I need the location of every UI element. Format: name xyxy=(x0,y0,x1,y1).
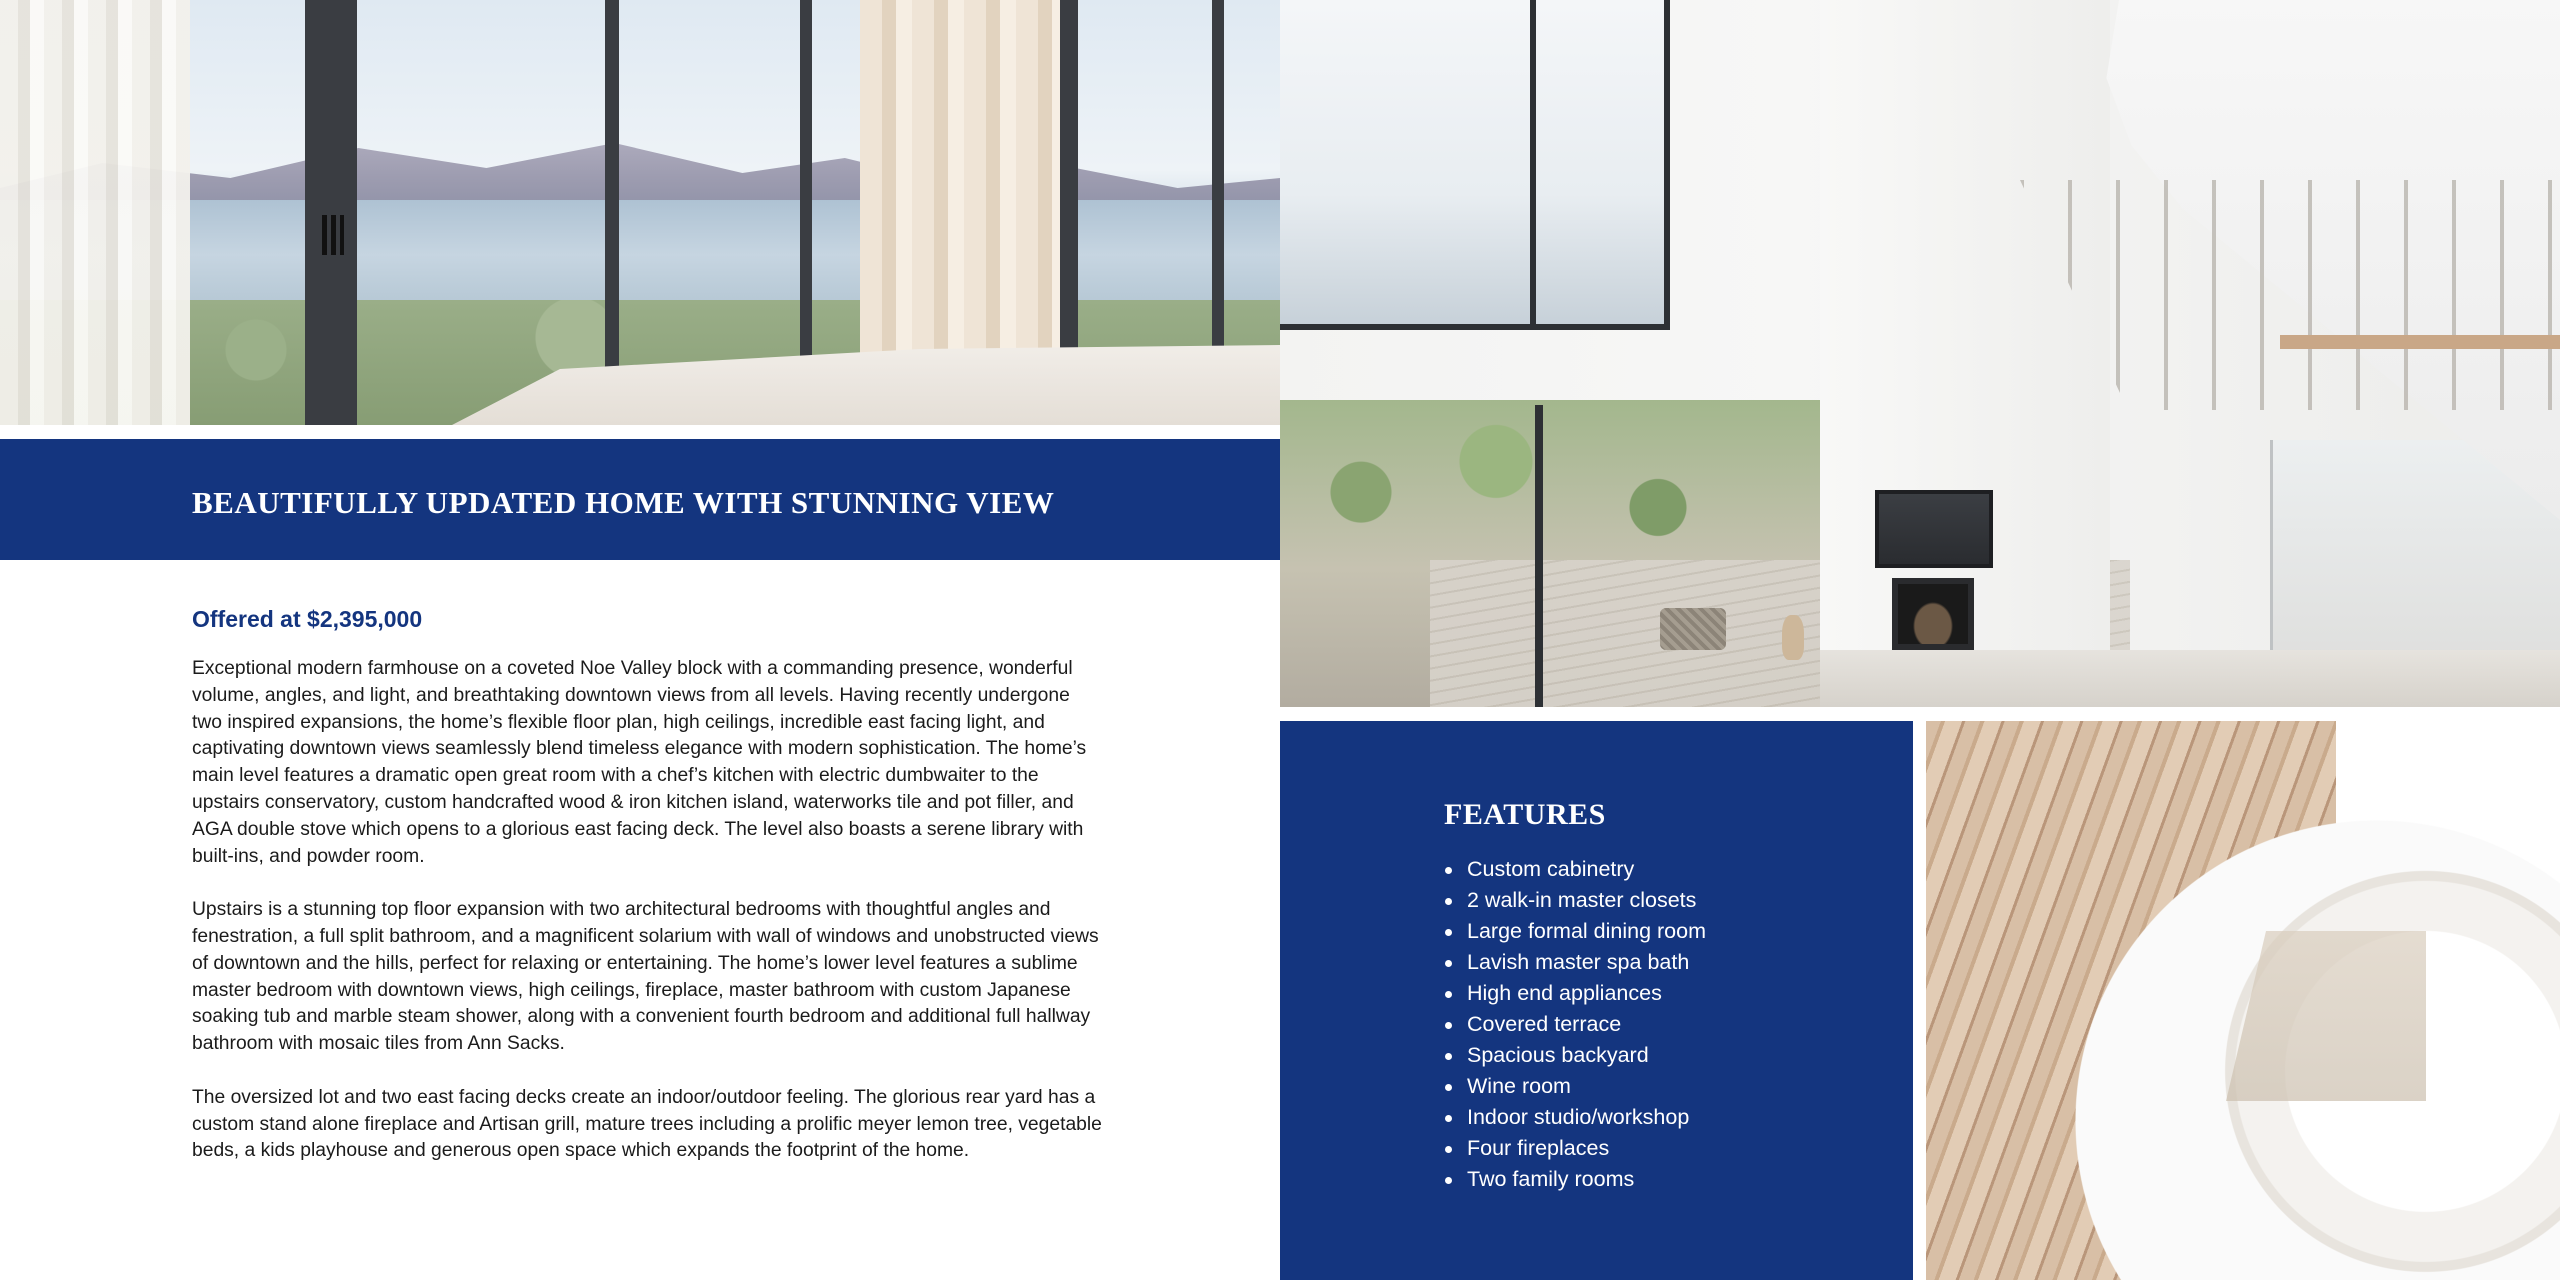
description-paragraph: Upstairs is a stunning top floor expansion with two architectural bedrooms with thoughtful angles and fenestration, a full split bathroom, and a magnificent solarium with wall of windows and unobstructed views of downtown and the hills, perfect for relaxing or entertaining. The home’s lower level features a sublime master bedroom with downtown views, high ceilings, fireplace, master bathroom with custom Japanese soaking tub and marble steam shower, along with a convenient fourth bedroom and additional full hallway bathroom with mosaic tiles from Ann Sacks. xyxy=(192,899,1099,1055)
door-handle-icon xyxy=(322,215,344,255)
photo-sheer-curtain xyxy=(0,0,190,425)
features-heading: FEATURES xyxy=(1444,798,1606,831)
feature-item: High end appliances xyxy=(1444,978,1706,1009)
feature-item: Wine room xyxy=(1444,1071,1706,1102)
page-title: BEAUTIFULLY UPDATED HOME WITH STUNNING VIEW xyxy=(192,485,1055,520)
features-list xyxy=(1444,854,1706,1195)
feature-item: 2 walk-in master closets xyxy=(1444,885,1706,916)
photo-floor xyxy=(1820,650,2560,707)
feature-item: Custom cabinetry xyxy=(1444,854,1706,885)
listing-description xyxy=(192,656,1102,1192)
offer-price: Offered at $2,395,000 xyxy=(192,606,423,632)
feature-item: Indoor studio/workshop xyxy=(1444,1102,1706,1133)
features-panel xyxy=(1280,721,1913,1280)
window-frame xyxy=(1535,405,1543,707)
photo-basket xyxy=(1660,608,1726,650)
description-paragraph: The oversized lot and two east facing decks create an indoor/outdoor feeling. The glorious rear yard has a custom stand alone fireplace and Artisan grill, mature trees including a prolific meyer lemon tree, vegetable beds, a kids playhouse and generous open space which expands the footprint of the home. xyxy=(192,1086,1102,1162)
spiral-staircase-photo xyxy=(1926,721,2560,1280)
feature-item: Two family rooms xyxy=(1444,1164,1706,1195)
feature-item: Lavish master spa bath xyxy=(1444,947,1706,978)
bedroom-lake-view-photo xyxy=(0,0,1280,425)
description-paragraph: Exceptional modern farmhouse on a coveted Noe Valley block with a commanding presence, wonderful volume, angles, and light, and breathtaking downtown views from all levels. Having recently undergone two inspired expansions, the home’s flexible floor plan, high ceilings, incredible east facing light, and captivating downtown views seamlessly blend timeless elegance with modern sophistication. The home’s main level features a dramatic open great room with a chef’s kitchen with electric dumbwaiter to the upstairs conservatory, custom handcrafted wood & iron kitchen island, waterworks tile and pot filler, and AGA double stove which opens to a glorious east facing deck. The level also boasts a serene library with built-ins, and powder room. xyxy=(192,658,1087,867)
title-banner xyxy=(0,439,1280,560)
photo-wood-ledge xyxy=(2280,335,2560,349)
living-room-staircase-photo xyxy=(1280,0,2560,707)
feature-item: Four fireplaces xyxy=(1444,1133,1706,1164)
photo-lake xyxy=(0,200,1280,310)
photo-fireplace xyxy=(1892,578,1974,650)
photo-upper-window xyxy=(1280,0,1670,330)
feature-item: Covered terrace xyxy=(1444,1009,1706,1040)
window-frame xyxy=(1530,0,1536,330)
feature-item: Large formal dining room xyxy=(1444,916,1706,947)
window-frame xyxy=(605,0,619,425)
photo-vase xyxy=(1782,615,1804,660)
photo-television xyxy=(1875,490,1993,568)
window-frame xyxy=(305,0,357,425)
feature-item: Spacious backyard xyxy=(1444,1040,1706,1071)
